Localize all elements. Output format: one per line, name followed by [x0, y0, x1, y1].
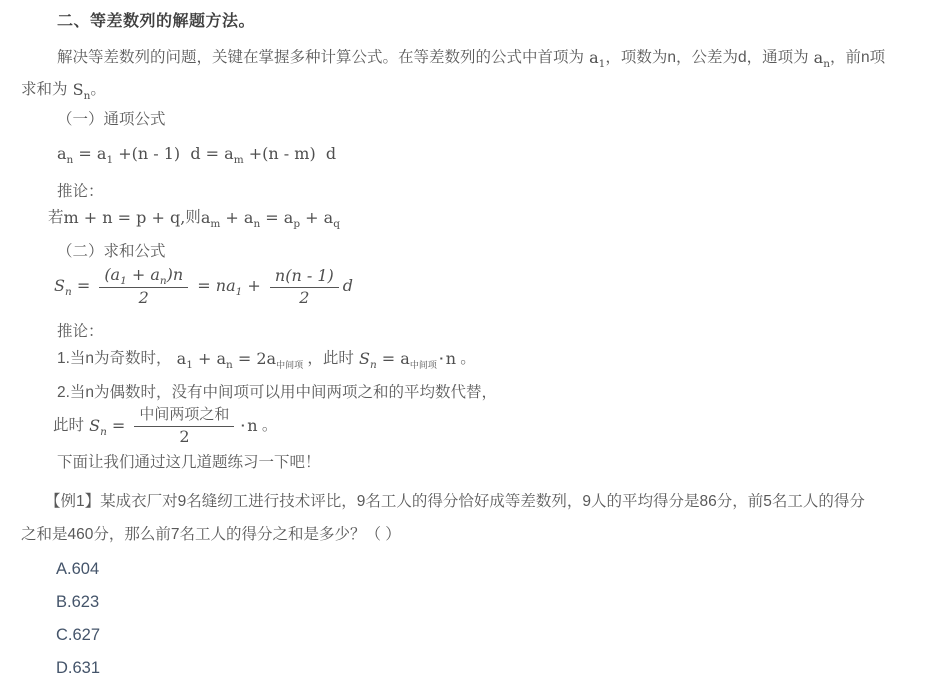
- corollary-label-1: 推论：: [57, 183, 104, 200]
- corollary-formula-1: 若 m + n = p + q, 则 $a_m$ + $a_n$ = $a_p$ + $a_q$: [48, 208, 340, 230]
- option-d: D.631: [56, 659, 101, 677]
- example1-question-line-2: 之和是460分，那么前7名工人的得分之和是多少？（ ）: [21, 526, 401, 543]
- example1-question-line-1: 【例1】某成衣厂对9名缝纫工进行技术评比，9名工人的得分恰好成等差数列，9人的平均得分是86分，前5名工人的得分: [45, 493, 865, 510]
- practice-lead: 下面让我们通过这几道题练习一下吧！: [57, 454, 321, 471]
- option-c: C.627: [56, 626, 101, 644]
- option-b: B.623: [56, 593, 100, 611]
- sum-formula: $S_n$ = ($a_1$ + $a_n$ )n 2 = $na_1$ + $\frac{n(n - 1)}{2}$ d: [54, 265, 354, 307]
- fraction: $\frac{\text{中间两项之和}}{2}$: [134, 406, 234, 446]
- odd-n-case-line: 1.当n为奇数时， $a_1$ + $a_n$ = $2a_{中间项}$ ，此时 $S_n$ = $a_{中间项}$ ▪ n 。: [57, 349, 476, 371]
- fraction: $\frac{n(n - 1)}{2}$: [270, 267, 339, 306]
- even-n-case-formula: 此时 $S_n$ = $\frac{\text{中间两项之和}}{2}$ ▪ n 。: [53, 406, 278, 446]
- section-heading: 二、等差数列的解题方法。: [57, 13, 256, 30]
- even-n-case-text: 2.当n为偶数时，没有中间项可以用中间两项之和的平均数代替，: [57, 384, 498, 401]
- intro-line-2: 求和为 $S_n$ 。: [21, 80, 106, 102]
- subsection-1-title: （一）通项公式: [57, 111, 166, 128]
- general-term-formula: $a_n$ = $a_1$ +(n - 1) $d = a_m$ +(n - m) d: [57, 144, 337, 166]
- option-a: A.604: [56, 560, 100, 578]
- subsection-2-title: （二）求和公式: [57, 243, 166, 260]
- fraction: ($a_1$ + $a_n$ )n 2: [99, 266, 188, 306]
- corollary-label-2: 推论：: [57, 323, 104, 340]
- intro-line-1: 解决等差数列的问题，关键在掌握多种计算公式。在等差数列的公式中首项为 $a_1$ ，项数为n，公差为d，通项为 $a_n$ ，前n项: [57, 48, 886, 70]
